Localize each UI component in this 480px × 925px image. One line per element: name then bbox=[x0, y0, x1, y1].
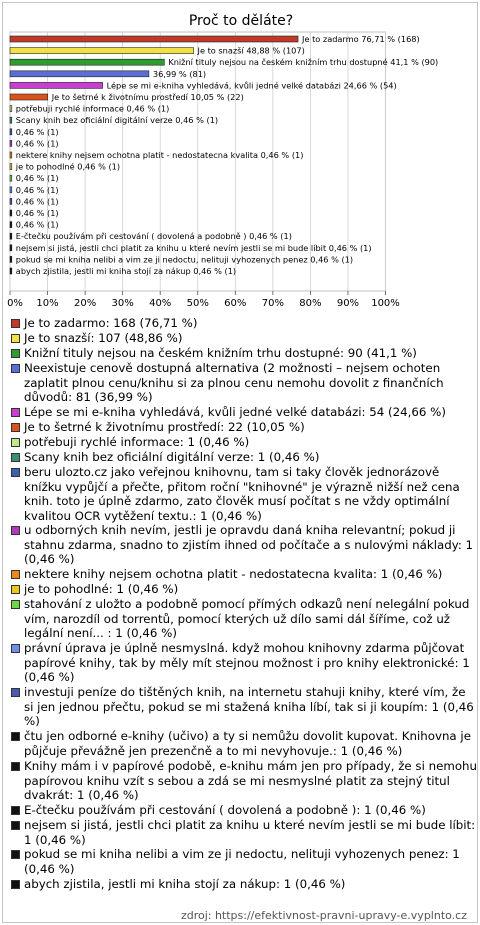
legend-item bbox=[11, 331, 477, 346]
legend-item bbox=[11, 450, 477, 465]
bar-label: nejsem si jistá, jestli chci platit za knihu u které nevím jestli se mi bude líbit 0,46 % (1) bbox=[15, 242, 372, 253]
bar bbox=[10, 59, 164, 65]
legend-swatch bbox=[11, 821, 20, 830]
legend-swatch bbox=[11, 732, 20, 741]
legend-swatch bbox=[11, 334, 20, 343]
legend-item bbox=[11, 405, 477, 420]
bar bbox=[10, 82, 103, 88]
legend-item bbox=[11, 361, 477, 405]
legend-label: nejsem si jistá, jestli chci platit za knihu u které nevím jestli se mi bude líbit: 1 (0,46 %) bbox=[24, 818, 476, 847]
legend-label: Knižní tituly nejsou na českém knižním trhu dostupné: 90 (41,1 %) bbox=[24, 346, 417, 360]
bar-label: Je to zadarmo 76,71 % (168) bbox=[302, 34, 420, 44]
x-tick-label: 70% bbox=[261, 298, 284, 309]
bar-label: 0,46 % (1) bbox=[15, 219, 59, 230]
legend-item bbox=[11, 877, 477, 892]
bar-label: nektere knihy nejsem ochotna platit - nedostatecna kvalita 0,46 % (1) bbox=[15, 150, 304, 160]
legend-item bbox=[11, 582, 477, 597]
bar-label: 0,46 % (1) bbox=[15, 196, 59, 207]
x-tick-label: 10% bbox=[36, 298, 59, 309]
source-note: zdroj: https://efektivnost-pravni-upravy-e.vyplnto.cz bbox=[180, 909, 467, 922]
legend-label: Je to snazší: 107 (48,86 %) bbox=[24, 331, 183, 345]
legend-item bbox=[11, 685, 477, 729]
bar bbox=[10, 256, 12, 262]
legend-swatch bbox=[11, 806, 20, 815]
bar bbox=[10, 71, 149, 77]
bar bbox=[10, 94, 48, 100]
legend-item bbox=[11, 759, 477, 803]
legend-item bbox=[11, 567, 477, 582]
legend-swatch bbox=[11, 850, 20, 859]
legend-label: E-čtečku používám při cestování ( dovolená a podobně ): 1 (0,46 %) bbox=[24, 803, 426, 817]
legend-swatch bbox=[11, 644, 20, 653]
legend-item bbox=[11, 729, 477, 758]
bar bbox=[10, 245, 12, 251]
legend-label: Scany knih bez oficiální digitální verze: 1 (0,46 %) bbox=[24, 450, 320, 464]
bar-label: Je to snazší 48,88 % (107) bbox=[197, 45, 305, 56]
legend-swatch bbox=[11, 364, 20, 373]
bar bbox=[10, 222, 12, 228]
legend-swatch bbox=[11, 880, 20, 889]
x-tick-label: 0% bbox=[7, 298, 23, 309]
legend-item bbox=[11, 346, 477, 361]
bar bbox=[10, 117, 12, 123]
legend-label: Knihy mám i v papírové podobě, e-knihu mám jen pro případy, že si nemohu papírovou knihu vzít s sebou a zdá se mi nesmyslné platit za stejný titul dvakrát: 1 (0,46 %) bbox=[24, 759, 478, 803]
x-tick-label: 90% bbox=[336, 298, 360, 309]
legend-swatch bbox=[11, 438, 20, 447]
legend-swatch bbox=[11, 319, 20, 328]
bar-label: je to pohodlné 0,46 % (1) bbox=[15, 161, 121, 172]
x-tick-label: 30% bbox=[111, 298, 134, 309]
bar-label: 0,46 % (1) bbox=[15, 173, 59, 184]
legend-item bbox=[11, 803, 477, 818]
bar bbox=[10, 198, 12, 204]
bar-label: 0,46 % (1) bbox=[15, 208, 59, 218]
bar bbox=[10, 106, 12, 112]
bar-label: 0,46 % (1) bbox=[15, 126, 59, 137]
legend-label: potřebuji rychlé informace: 1 (0,46 %) bbox=[24, 435, 250, 449]
bar-label: Scany knih bez oficiální digitální verze 0,46 % (1) bbox=[15, 115, 219, 126]
bar-label: 0,46 % (1) bbox=[15, 184, 59, 195]
legend-label: právní úprava je úplně nesmyslná. když mohou knihovny zdarma půjčovat papírové knihy, tak by měly mít stejnou možnost i pro knihy elektronické: 1 (0,46 %) bbox=[24, 641, 470, 685]
legend-label: abych zjistila, jestli mi kniha stojí za nákup: 1 (0,46 %) bbox=[24, 877, 346, 891]
legend-item bbox=[11, 847, 477, 876]
x-tick-label: 20% bbox=[73, 298, 97, 309]
bar-label: E-čtečku používám při cestování ( dovolená a podobně ) 0,46 % (1) bbox=[15, 231, 292, 242]
legend-swatch bbox=[11, 408, 20, 417]
legend-swatch bbox=[11, 600, 20, 609]
legend-item bbox=[11, 523, 477, 567]
legend-swatch bbox=[11, 468, 20, 477]
legend-swatch bbox=[11, 762, 20, 771]
legend-label: u odborných knih nevím, jestli je opravdu daná kniha relevantní; pokud ji stahnu zdarma, snadno to zjistím ihned od počítače a s nulovými náklady: 1 (0,46 %) bbox=[24, 523, 474, 567]
x-tick-label: 60% bbox=[224, 298, 247, 309]
bar bbox=[10, 175, 12, 181]
bar bbox=[10, 36, 298, 42]
legend-swatch bbox=[11, 688, 20, 697]
legend-swatch bbox=[11, 570, 20, 579]
legend-label: nektere knihy nejsem ochotna platit - nedostatecna kvalita: 1 (0,46 %) bbox=[24, 567, 443, 581]
legend-label: Je to zadarmo: 168 (76,71 %) bbox=[24, 316, 198, 330]
bar bbox=[10, 129, 12, 135]
legend-label: pokud se mi kniha nelibi a vim ze ji nedoctu, nelituji vyhozenych penez: 1 (0,46 %) bbox=[24, 847, 460, 876]
x-tick-label: 40% bbox=[149, 298, 172, 309]
legend-label: Lépe se mi e-kniha vyhledává, kvůli jedné velké databázi: 54 (24,66 %) bbox=[24, 405, 446, 419]
legend-item bbox=[11, 465, 477, 523]
legend-label: beru ulozto.cz jako veřejnou knihovnu, tam si taky člověk jednorázově knížku vypůjčí a přečte, přitom roční "knihovné" je výrazně nižší než cena knih. toto je úplně zdarmo, zato člověk musí počítat s ne vždy optimální kvalitou OCR vytěžení textu.: 1 (0,46 %) bbox=[24, 465, 460, 523]
legend-item bbox=[11, 420, 477, 435]
bar-label: 0,46 % (1) bbox=[15, 138, 59, 149]
bar bbox=[10, 164, 12, 170]
chart-title: Proč to děláte? bbox=[188, 13, 294, 29]
legend-swatch bbox=[11, 349, 20, 358]
legend-label: stahování z uložto a podobně pomocí přímých odkazů není nelegální pokud vím, narozdíl od torrentů, pomocí kterých už dílo sami dál šíříme, což už legální není... : 1 (0,46 %) bbox=[24, 597, 470, 641]
x-tick-label: 50% bbox=[186, 298, 209, 309]
bar-label: Je to šetrné k životnímu prostředí 10,05 % (22) bbox=[51, 92, 244, 102]
bar bbox=[10, 187, 12, 193]
bar-label: Lépe se mi e-kniha vyhledává, kvůli jedné velké databázi 24,66 % (54) bbox=[106, 80, 397, 91]
bar bbox=[10, 140, 12, 146]
legend-swatch bbox=[11, 453, 20, 462]
legend-item bbox=[11, 641, 477, 685]
legend-item bbox=[11, 597, 477, 641]
chart-frame bbox=[2, 2, 478, 923]
bar bbox=[10, 268, 12, 274]
bar-label: 36,99 % (81) bbox=[152, 68, 207, 79]
bar bbox=[10, 210, 12, 216]
legend-label: investuji peníze do tištěných knih, na internetu stahuji knihy, které vím, že si jen jednou přečtu, pokud se mi stažená kniha líbí, tak si ji koupím: 1 (0,46 %) bbox=[24, 685, 474, 729]
legend-swatch bbox=[11, 423, 20, 432]
legend-item bbox=[11, 818, 477, 847]
x-tick-label: 80% bbox=[299, 298, 322, 309]
legend-item bbox=[11, 435, 477, 450]
legend-item bbox=[11, 316, 477, 331]
x-tick-label: 100% bbox=[371, 298, 400, 309]
bar bbox=[10, 48, 194, 54]
bar-label: Knižní tituly nejsou na českém knižním trhu dostupné 41,1 % (90) bbox=[168, 57, 439, 68]
legend-label: Je to šetrné k životnímu prostředí: 22 (10,05 %) bbox=[24, 420, 305, 434]
bar-plot bbox=[3, 3, 479, 315]
legend-label: čtu jen odborné e-knihy (učivo) a ty si nemůžu dovolit kupovat. Knihovna je půjčuje převážně jen prezenčně a to mi nevyhovuje.: 1 (0,46 %) bbox=[24, 729, 471, 758]
legend-swatch bbox=[11, 585, 20, 594]
bar-label: pokud se mi kniha nelibi a vim ze ji nedoctu, nelituji vyhozenych penez 0,46 % (1) bbox=[15, 254, 354, 265]
bar-label: potřebuji rychlé informace 0,46 % (1) bbox=[15, 103, 170, 114]
bar bbox=[10, 233, 12, 239]
bar bbox=[10, 152, 12, 158]
legend-swatch bbox=[11, 526, 20, 535]
bar-label: abych zjistila, jestli mi kniha stojí za nákup 0,46 % (1) bbox=[15, 266, 237, 276]
legend-label: je to pohodlné: 1 (0,46 %) bbox=[24, 582, 179, 596]
legend-label: Neexistuje cenově dostupná alternativa (2 možnosti – nejsem ochoten zaplatit plnou cenu/knihu si za plnou cenu nemohu dovolit z finančních důvodů: 81 (36,99 %) bbox=[24, 361, 444, 405]
